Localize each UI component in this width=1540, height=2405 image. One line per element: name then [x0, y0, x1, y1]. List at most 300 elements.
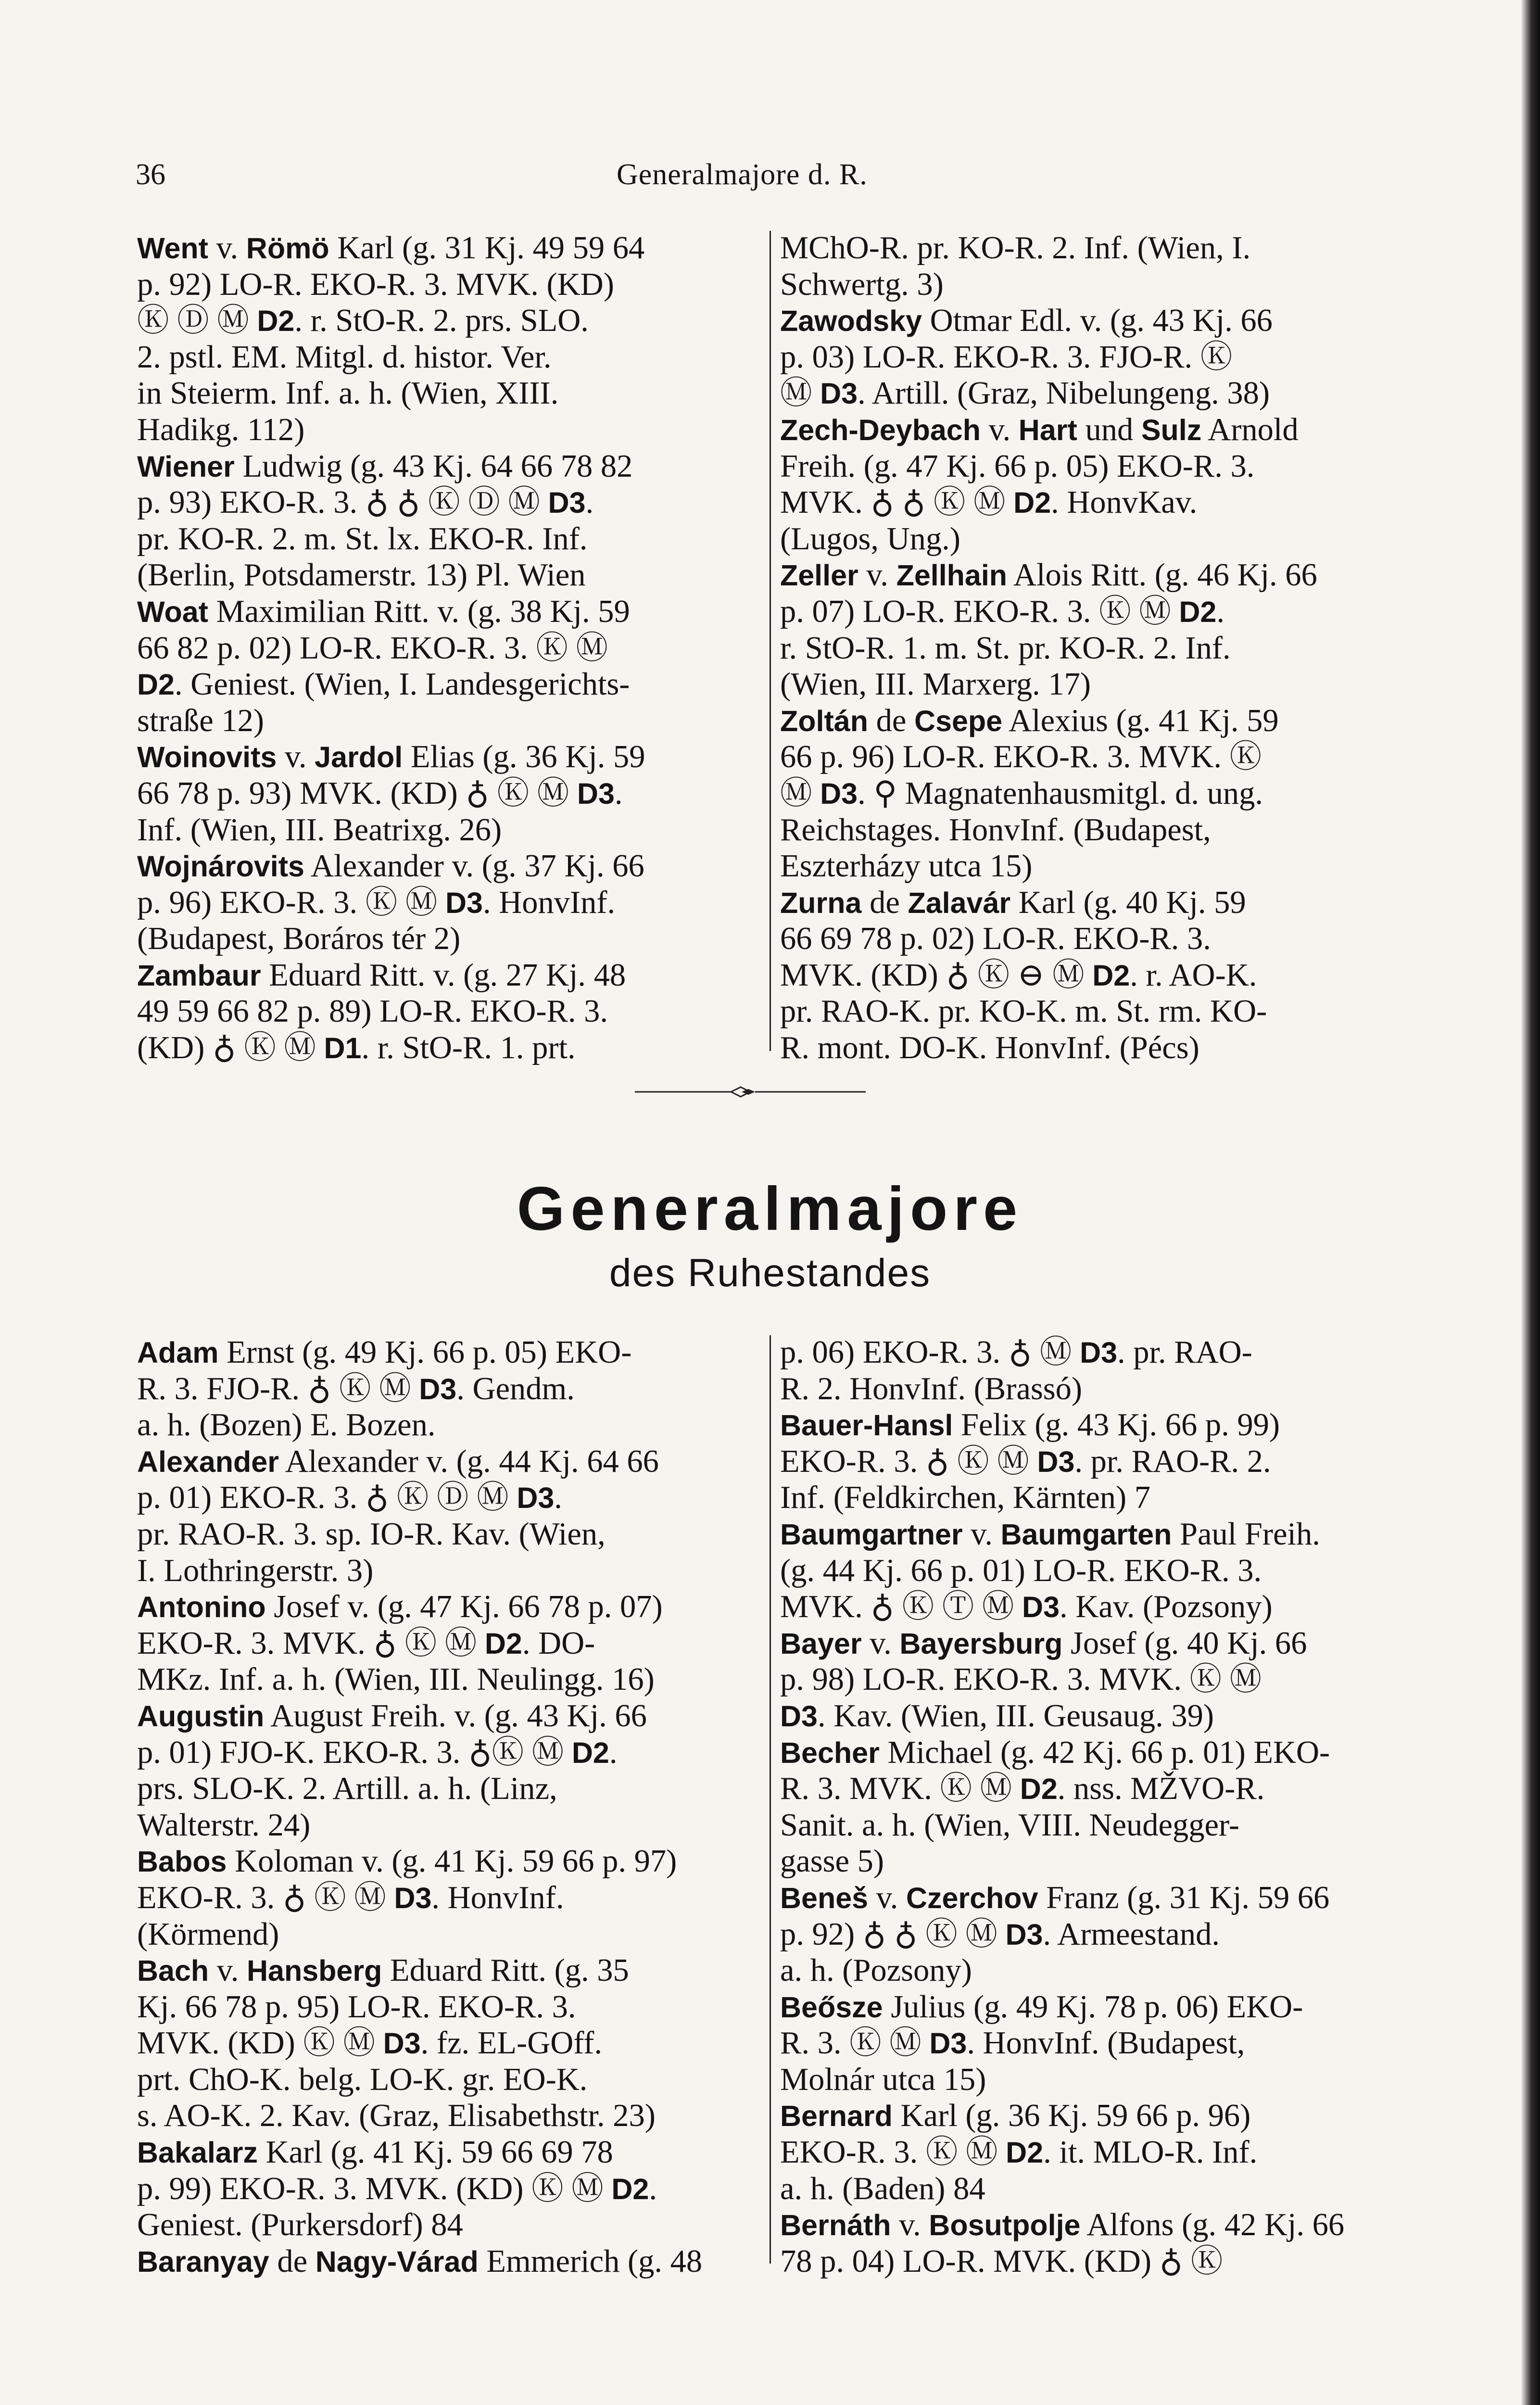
entry-text: .: [585, 485, 594, 520]
entry-name: Baranyay: [137, 2245, 269, 2278]
entry-text: . nss. MŽVO-R.: [1057, 1771, 1265, 1807]
entry-text: Inf. (Feldkirchen, Kärnten) 7: [780, 1480, 1151, 1516]
entry-line: [137, 739, 645, 775]
entry-line: [137, 1698, 702, 1734]
entry-name: Römö: [246, 232, 329, 265]
entry-text: de: [868, 703, 915, 738]
column-divider-top: [770, 231, 771, 1051]
entry-line: [780, 1625, 1344, 1662]
entry-line: [137, 1843, 702, 1880]
entry-text: . HonvInf.: [482, 885, 616, 920]
entry-text: . HonvInf.: [431, 1880, 564, 1915]
entry-name: Antonino: [137, 1591, 266, 1624]
entry-name: D3: [394, 1881, 432, 1914]
entry-name: D3: [1022, 1591, 1060, 1624]
entry-name: Baumgartner: [780, 1518, 963, 1551]
entry-line: [137, 993, 645, 1030]
entry-text: . HonvInf. (Budapest,: [967, 2025, 1245, 2061]
entry-text: Ⓜ: [780, 376, 820, 411]
entry-text: p. 03) LO-R. EKO-R. 3. FJO-R. Ⓚ: [780, 339, 1233, 375]
entry-name: Bakalarz: [137, 2136, 258, 2169]
entry-text: p. 07) LO-R. EKO-R. 3. Ⓚ Ⓜ: [780, 594, 1179, 629]
entry-text: (Körmend): [137, 1916, 279, 1952]
entry-name: Beősze: [780, 1990, 883, 2024]
entry-text: Karl (g. 36 Kj. 59 66 p. 96): [892, 2098, 1251, 2134]
entry-line: [137, 1916, 702, 1953]
entry-text: R. 3. FJO-R. ♁ Ⓚ Ⓜ: [137, 1371, 419, 1406]
entry-text: Reichstages. HonvInf. (Budapest,: [780, 812, 1211, 848]
entry-line: [780, 412, 1317, 448]
entry-line: [780, 2207, 1344, 2243]
entry-text: Koloman v. (g. 41 Kj. 59 66 p. 97): [227, 1844, 677, 1879]
column-bottom-left: [137, 1334, 702, 2279]
entry-name: Bernáth: [780, 2209, 891, 2242]
entry-line: [780, 339, 1317, 376]
entry-text: a. h. (Baden) 84: [780, 2171, 985, 2206]
entry-line: [780, 303, 1317, 339]
entry-line: [780, 993, 1317, 1030]
entry-name: Went: [137, 232, 208, 265]
entry-text: v.: [980, 412, 1019, 447]
entry-text: Molnár utca 15): [780, 2062, 986, 2097]
entry-text: . Gendm.: [456, 1371, 575, 1406]
entry-line: [137, 921, 645, 957]
entry-name: D1: [324, 1032, 362, 1065]
entry-text: Paul Freih.: [1172, 1516, 1320, 1552]
entry-text: v.: [858, 557, 896, 593]
entry-line: [780, 2134, 1344, 2171]
entry-line: [137, 2171, 702, 2207]
entry-line: [780, 375, 1317, 412]
entry-name: D2: [484, 1627, 522, 1660]
entry-text: R. 2. HonvInf. (Brassó): [780, 1371, 1082, 1406]
section-subtitle: des Ruhestandes: [609, 1251, 931, 1295]
entry-text: v.: [962, 1516, 1001, 1552]
entry-text: Sanit. a. h. (Wien, VIII. Neudegger-: [780, 1807, 1239, 1843]
entry-name: Alexander: [137, 1445, 279, 1478]
entry-line: [780, 2098, 1344, 2134]
column-top-left: [137, 230, 645, 1066]
entry-line: [780, 594, 1317, 630]
entry-name: Bayer: [780, 1627, 862, 1660]
entry-line: [137, 484, 645, 521]
entry-line: [137, 521, 645, 557]
column-top-right: [780, 230, 1317, 1066]
entry-line: [137, 1952, 702, 1989]
entry-name: Augustin: [137, 1699, 265, 1733]
entry-line: [780, 1989, 1344, 2025]
entry-text: Walterstr. 24): [137, 1807, 311, 1843]
entry-line: [137, 703, 645, 739]
entry-text: Eduard Ritt. (g. 35: [382, 1953, 629, 1988]
entry-line: [780, 1371, 1344, 1407]
entry-text: p. 92) LO-R. EKO-R. 3. MVK. (KD): [137, 266, 614, 302]
entry-text: 2. pstl. EM. Mitgl. d. histor. Ver.: [137, 339, 552, 375]
entry-name: D3: [820, 777, 858, 810]
entry-name: Woat: [137, 595, 208, 628]
entry-text: a. h. (Pozsony): [780, 1953, 972, 1988]
entry-text: r. StO-R. 1. m. St. pr. KO-R. 2. Inf.: [780, 630, 1231, 666]
entry-text: p. 93) EKO-R. 3. ♁ ♁ Ⓚ Ⓓ Ⓜ: [137, 485, 548, 520]
entry-text: de: [861, 885, 908, 920]
entry-text: Alexander v. (g. 37 Kj. 66: [304, 848, 644, 884]
entry-text: Maximilian Ritt. v. (g. 38 Kj. 59: [208, 594, 630, 629]
entry-text: v.: [277, 739, 315, 775]
entry-line: [780, 848, 1317, 885]
entry-line: [780, 630, 1317, 667]
entry-text: 66 82 p. 02) LO-R. EKO-R. 3. Ⓚ Ⓜ: [137, 630, 608, 666]
entry-name: D2: [1179, 595, 1217, 628]
entry-text: (g. 44 Kj. 66 p. 01) LO-R. EKO-R. 3.: [780, 1553, 1262, 1588]
entry-name: Czerchov: [906, 1881, 1038, 1914]
entry-text: und: [1077, 412, 1141, 447]
entry-name: Zawodsky: [780, 304, 922, 338]
entry-name: D3: [1005, 1918, 1043, 1951]
column-divider-bottom: [770, 1335, 771, 2264]
entry-line: [137, 1589, 702, 1625]
entry-line: [137, 557, 645, 594]
entry-line: [137, 339, 645, 376]
entry-name: Zambaur: [137, 959, 261, 992]
entry-name: D3: [1080, 1336, 1118, 1369]
entry-text: gasse 5): [780, 1844, 884, 1879]
entry-text: p. 92) ♁ ♁ Ⓚ Ⓜ: [780, 1916, 1006, 1952]
entry-line: [780, 266, 1317, 303]
entry-text: (Berlin, Potsdamerstr. 13) Pl. Wien: [137, 557, 586, 593]
ornament-rule-icon: [635, 1082, 866, 1101]
entry-line: [780, 1698, 1344, 1734]
entry-line: [137, 630, 645, 667]
entry-line: [780, 484, 1317, 521]
entry-name: D3: [1037, 1445, 1075, 1478]
entry-text: Alfons (g. 42 Kj. 66: [1080, 2207, 1345, 2243]
entry-name: Bauer-Hansl: [780, 1409, 953, 1442]
entry-text: . it. MLO-R. Inf.: [1043, 2135, 1258, 2170]
entry-line: [137, 666, 645, 703]
entry-line: [780, 2243, 1344, 2280]
entry-text: Emmerich (g. 48: [478, 2243, 703, 2279]
entry-text: Ernst (g. 49 Kj. 66 p. 05) EKO-: [218, 1335, 632, 1370]
entry-line: [780, 1661, 1344, 1698]
entry-text: p. 06) EKO-R. 3. ♁ Ⓜ: [780, 1335, 1080, 1370]
entry-line: [137, 957, 645, 994]
entry-line: [780, 1916, 1344, 1953]
entry-text: MVK. (KD) Ⓚ Ⓜ: [137, 2025, 383, 2061]
entry-name: D3: [780, 1699, 818, 1733]
entry-line: [780, 1771, 1344, 1807]
entry-name: Zellhain: [896, 559, 1008, 592]
entry-text: MVK. ♁ ♁ Ⓚ Ⓜ: [780, 485, 1014, 520]
entry-line: [780, 885, 1317, 921]
entry-text: .: [554, 1480, 562, 1516]
entry-text: (KD) ♁ Ⓚ Ⓜ: [137, 1030, 324, 1066]
entry-text: R. 3. Ⓚ Ⓜ: [780, 2025, 930, 2061]
entry-text: MVK. (KD) ♁ Ⓚ ⊖ Ⓜ: [780, 957, 1093, 993]
entry-name: D2: [1013, 486, 1051, 519]
entry-text: . ⚲ Magnatenhausmitgl. d. ung.: [858, 775, 1263, 811]
entry-name: D2: [257, 304, 295, 338]
entry-line: [780, 957, 1317, 994]
entry-text: .: [1216, 594, 1224, 629]
entry-name: D2: [611, 2172, 649, 2205]
entry-name: Jardol: [315, 741, 403, 774]
entry-text: Josef (g. 40 Kj. 66: [1062, 1625, 1307, 1661]
entry-text: Otmar Edl. v. (g. 43 Kj. 66: [921, 303, 1273, 339]
entry-text: Alexius (g. 41 Kj. 59: [1002, 703, 1279, 738]
entry-text: . pr. RAO-: [1117, 1335, 1252, 1370]
entry-line: [137, 2098, 702, 2134]
entry-text: Ludwig (g. 43 Kj. 64 66 78 82: [234, 448, 633, 484]
entry-text: Hadikg. 112): [137, 412, 305, 447]
entry-line: [137, 266, 645, 303]
entry-line: [137, 412, 645, 448]
entry-line: [780, 739, 1317, 775]
entry-text: v.: [868, 1880, 906, 1915]
entry-name: Nagy-Várad: [315, 2245, 479, 2278]
entry-line: [137, 375, 645, 412]
entry-line: [137, 1880, 702, 1916]
entry-name: D2: [1020, 1772, 1058, 1806]
entry-text: 66 78 p. 93) MVK. (KD) ♁ Ⓚ Ⓜ: [137, 775, 577, 811]
entry-line: [780, 1407, 1344, 1443]
entry-name: Baumgarten: [1000, 1518, 1172, 1551]
entry-line: [780, 1516, 1344, 1553]
running-head: Generalmajore d. R.: [617, 158, 868, 191]
entry-text: v.: [208, 230, 246, 266]
entry-line: [137, 1661, 702, 1698]
entry-line: [780, 921, 1317, 957]
entry-text: MVK. ♁ Ⓚ Ⓣ Ⓜ: [780, 1589, 1022, 1625]
entry-text: p. 96) EKO-R. 3. Ⓚ Ⓜ: [137, 885, 445, 920]
entry-text: Alexander v. (g. 44 Kj. 64 66: [278, 1443, 659, 1479]
entry-line: [780, 1734, 1344, 1771]
entry-text: Eduard Ritt. v. (g. 27 Kj. 48: [261, 957, 626, 993]
entry-text: s. AO-K. 2. Kav. (Graz, Elisabethstr. 23): [137, 2098, 656, 2134]
entry-line: [780, 1589, 1344, 1625]
entry-text: . Kav. (Pozsony): [1060, 1589, 1273, 1625]
entry-line: [137, 2062, 702, 2098]
entry-text: Karl (g. 31 Kj. 49 59 64: [329, 230, 645, 266]
entry-text: (Lugos, Ung.): [780, 521, 960, 557]
entry-text: . Kav. (Wien, III. Geusaug. 39): [817, 1698, 1214, 1734]
entry-text: . DO-: [522, 1625, 595, 1661]
entry-line: [780, 521, 1317, 557]
entry-text: v.: [891, 2207, 929, 2243]
entry-text: . pr. RAO-R. 2.: [1074, 1443, 1271, 1479]
entry-name: Wojnárovits: [137, 850, 304, 883]
entry-line: [137, 775, 645, 812]
entry-text: (Budapest, Boráros tér 2): [137, 921, 461, 957]
entry-name: D3: [383, 2027, 421, 2060]
entry-text: pr. RAO-K. pr. KO-K. m. St. rm. KO-: [780, 994, 1267, 1029]
entry-text: EKO-R. 3. MVK. ♁ Ⓚ Ⓜ: [137, 1625, 485, 1661]
entry-name: Zalavár: [908, 886, 1011, 919]
entry-text: Arnold: [1201, 412, 1299, 447]
entry-text: EKO-R. 3. ♁ Ⓚ Ⓜ: [780, 1443, 1037, 1479]
entry-line: [137, 812, 645, 848]
entry-text: I. Lothringerstr. 3): [137, 1553, 374, 1588]
entry-line: [780, 1952, 1344, 1989]
entry-line: [780, 1334, 1344, 1371]
entry-text: prt. ChO-K. belg. LO-K. gr. EO-K.: [137, 2062, 588, 2097]
entry-line: [137, 1443, 702, 1480]
entry-line: [137, 1625, 702, 1662]
entry-name: Babos: [137, 1845, 227, 1878]
entry-line: [780, 775, 1317, 812]
entry-text: Geniest. (Purkersdorf) 84: [137, 2207, 463, 2243]
entry-name: D2: [1092, 959, 1130, 992]
entry-line: [137, 448, 645, 485]
entry-line: [137, 2134, 702, 2171]
entry-name: D3: [548, 486, 586, 519]
entry-text: Michael (g. 42 Kj. 66 p. 01) EKO-: [879, 1734, 1330, 1770]
entry-name: Bayersburg: [899, 1627, 1063, 1660]
entry-line: [780, 1553, 1344, 1589]
entry-name: Beneš: [780, 1881, 869, 1914]
entry-text: 66 p. 96) LO-R. EKO-R. 3. MVK. Ⓚ: [780, 739, 1262, 775]
entry-line: [780, 1807, 1344, 1844]
entry-line: [137, 2207, 702, 2243]
entry-text: (Wien, III. Marxerg. 17): [780, 667, 1091, 702]
entry-text: p. 01) FJO-K. EKO-R. 3. ♁Ⓚ Ⓜ: [137, 1734, 572, 1770]
entry-name: D3: [419, 1372, 457, 1405]
entry-text: Alois Ritt. (g. 46 Kj. 66: [1007, 557, 1317, 593]
entry-name: Adam: [137, 1336, 219, 1369]
entry-line: [137, 230, 645, 266]
entry-line: [780, 448, 1317, 485]
entry-line: [780, 1880, 1344, 1916]
entry-name: Sulz: [1141, 413, 1202, 446]
entry-text: v.: [209, 1953, 247, 1988]
entry-text: . Armeestand.: [1043, 1916, 1220, 1952]
entry-name: Bach: [137, 1954, 209, 1987]
entry-text: 78 p. 04) LO-R. MVK. (KD) ♁ Ⓚ: [780, 2243, 1223, 2279]
entry-text: . Artill. (Graz, Nibelungeng. 38): [858, 376, 1270, 411]
entry-text: . r. StO-R. 1. prt.: [361, 1030, 576, 1066]
entry-text: . Geniest. (Wien, I. Landesgerichts-: [174, 667, 630, 702]
entry-line: [137, 1734, 702, 1771]
entry-text: .: [609, 1734, 618, 1770]
entry-line: [780, 1480, 1344, 1516]
entry-text: Ⓜ: [780, 775, 820, 811]
entry-line: [137, 848, 645, 885]
entry-text: Felix (g. 43 Kj. 66 p. 99): [953, 1407, 1280, 1443]
entry-name: Wiener: [137, 450, 235, 483]
entry-text: Schwertg. 3): [780, 266, 944, 302]
entry-text: . r. AO-K.: [1130, 957, 1257, 993]
entry-name: Csepe: [914, 704, 1003, 737]
entry-line: [137, 1407, 702, 1443]
page-number: 36: [136, 158, 165, 191]
entry-text: EKO-R. 3. ♁ Ⓚ Ⓜ: [137, 1880, 394, 1915]
entry-line: [780, 230, 1317, 266]
entry-text: prs. SLO-K. 2. Artill. a. h. (Linz,: [137, 1771, 557, 1807]
entry-name: D3: [445, 886, 483, 919]
entry-line: [137, 1989, 702, 2025]
entry-line: [137, 1516, 702, 1553]
entry-line: [780, 2025, 1344, 2062]
entry-text: Kj. 66 78 p. 95) LO-R. EKO-R. 3.: [137, 1989, 576, 2025]
entry-text: pr. RAO-R. 3. sp. IO-R. Kav. (Wien,: [137, 1516, 606, 1552]
entry-line: [137, 594, 645, 630]
entry-name: Bernard: [780, 2100, 893, 2133]
entry-name: D2: [571, 1736, 609, 1769]
entry-text: Freih. (g. 47 Kj. 66 p. 05) EKO-R. 3.: [780, 448, 1255, 484]
entry-line: [137, 2243, 702, 2280]
entry-line: [780, 666, 1317, 703]
entry-name: Bosutpolje: [929, 2209, 1081, 2242]
entry-line: [780, 1843, 1344, 1880]
entry-text: R. mont. DO-K. HonvInf. (Pécs): [780, 1030, 1199, 1066]
entry-text: MKz. Inf. a. h. (Wien, III. Neulingg. 16): [137, 1662, 655, 1697]
entry-text: straße 12): [137, 703, 265, 738]
entry-text: Josef v. (g. 47 Kj. 66 78 p. 07): [265, 1589, 663, 1625]
entry-name: D3: [577, 777, 615, 810]
entry-line: [137, 1480, 702, 1516]
entry-text: Elias (g. 36 Kj. 59: [403, 739, 645, 775]
entry-text: a. h. (Bozen) E. Bozen.: [137, 1407, 436, 1443]
entry-line: [137, 303, 645, 339]
entry-line: [137, 885, 645, 921]
entry-text: Julius (g. 49 Kj. 78 p. 06) EKO-: [883, 1989, 1303, 2025]
entry-name: Hart: [1018, 413, 1077, 446]
entry-line: [137, 2025, 702, 2062]
entry-text: . fz. EL-GOff.: [420, 2025, 602, 2061]
entry-text: Inf. (Wien, III. Beatrixg. 26): [137, 812, 502, 848]
entry-name: Zech-Deybach: [780, 413, 981, 446]
entry-text: EKO-R. 3. Ⓚ Ⓜ: [780, 2135, 1006, 2170]
entry-text: p. 98) LO-R. EKO-R. 3. MVK. Ⓚ Ⓜ: [780, 1662, 1262, 1697]
entry-text: August Freih. v. (g. 43 Kj. 66: [264, 1698, 647, 1734]
entry-name: D3: [929, 2027, 967, 2060]
entry-line: [137, 1807, 702, 1844]
entry-text: R. 3. MVK. Ⓚ Ⓜ: [780, 1771, 1020, 1807]
entry-text: p. 99) EKO-R. 3. MVK. (KD) Ⓚ Ⓜ: [137, 2171, 612, 2206]
entry-line: [780, 557, 1317, 594]
entry-line: [137, 1553, 702, 1589]
entry-text: Karl (g. 41 Kj. 59 66 69 78: [257, 2135, 613, 2170]
entry-line: [780, 703, 1317, 739]
entry-name: Zurna: [780, 886, 862, 919]
entry-text: pr. KO-R. 2. m. St. lx. EKO-R. Inf.: [137, 521, 588, 557]
entry-line: [137, 1371, 702, 1407]
entry-text: in Steierm. Inf. a. h. (Wien, XIII.: [137, 376, 559, 411]
entry-line: [780, 2171, 1344, 2207]
entry-text: Ⓚ Ⓓ Ⓜ: [137, 303, 257, 339]
entry-text: MChO-R. pr. KO-R. 2. Inf. (Wien, I.: [780, 230, 1251, 266]
entry-name: Woinovits: [137, 741, 277, 774]
entry-line: [780, 2062, 1344, 2098]
entry-text: p. 01) EKO-R. 3. ♁ Ⓚ Ⓓ Ⓜ: [137, 1480, 517, 1516]
entry-text: Karl (g. 40 Kj. 59: [1010, 885, 1246, 920]
entry-text: 66 69 78 p. 02) LO-R. EKO-R. 3.: [780, 921, 1211, 957]
entry-name: D3: [820, 377, 858, 410]
entry-line: [137, 1771, 702, 1807]
entry-line: [780, 1443, 1344, 1480]
entry-text: Franz (g. 31 Kj. 59 66: [1038, 1880, 1330, 1915]
entry-line: [137, 1030, 645, 1066]
entry-text: de: [269, 2243, 316, 2279]
entry-name: Zoltán: [780, 704, 868, 737]
entry-text: v.: [861, 1625, 900, 1661]
entry-line: [780, 812, 1317, 848]
entry-name: Zeller: [780, 559, 858, 592]
entry-name: Becher: [780, 1736, 880, 1769]
entry-name: D2: [1006, 2136, 1044, 2169]
entry-line: [780, 1030, 1317, 1066]
entry-text: .: [649, 2171, 657, 2206]
section-title: Generalmajore: [517, 1175, 1023, 1243]
